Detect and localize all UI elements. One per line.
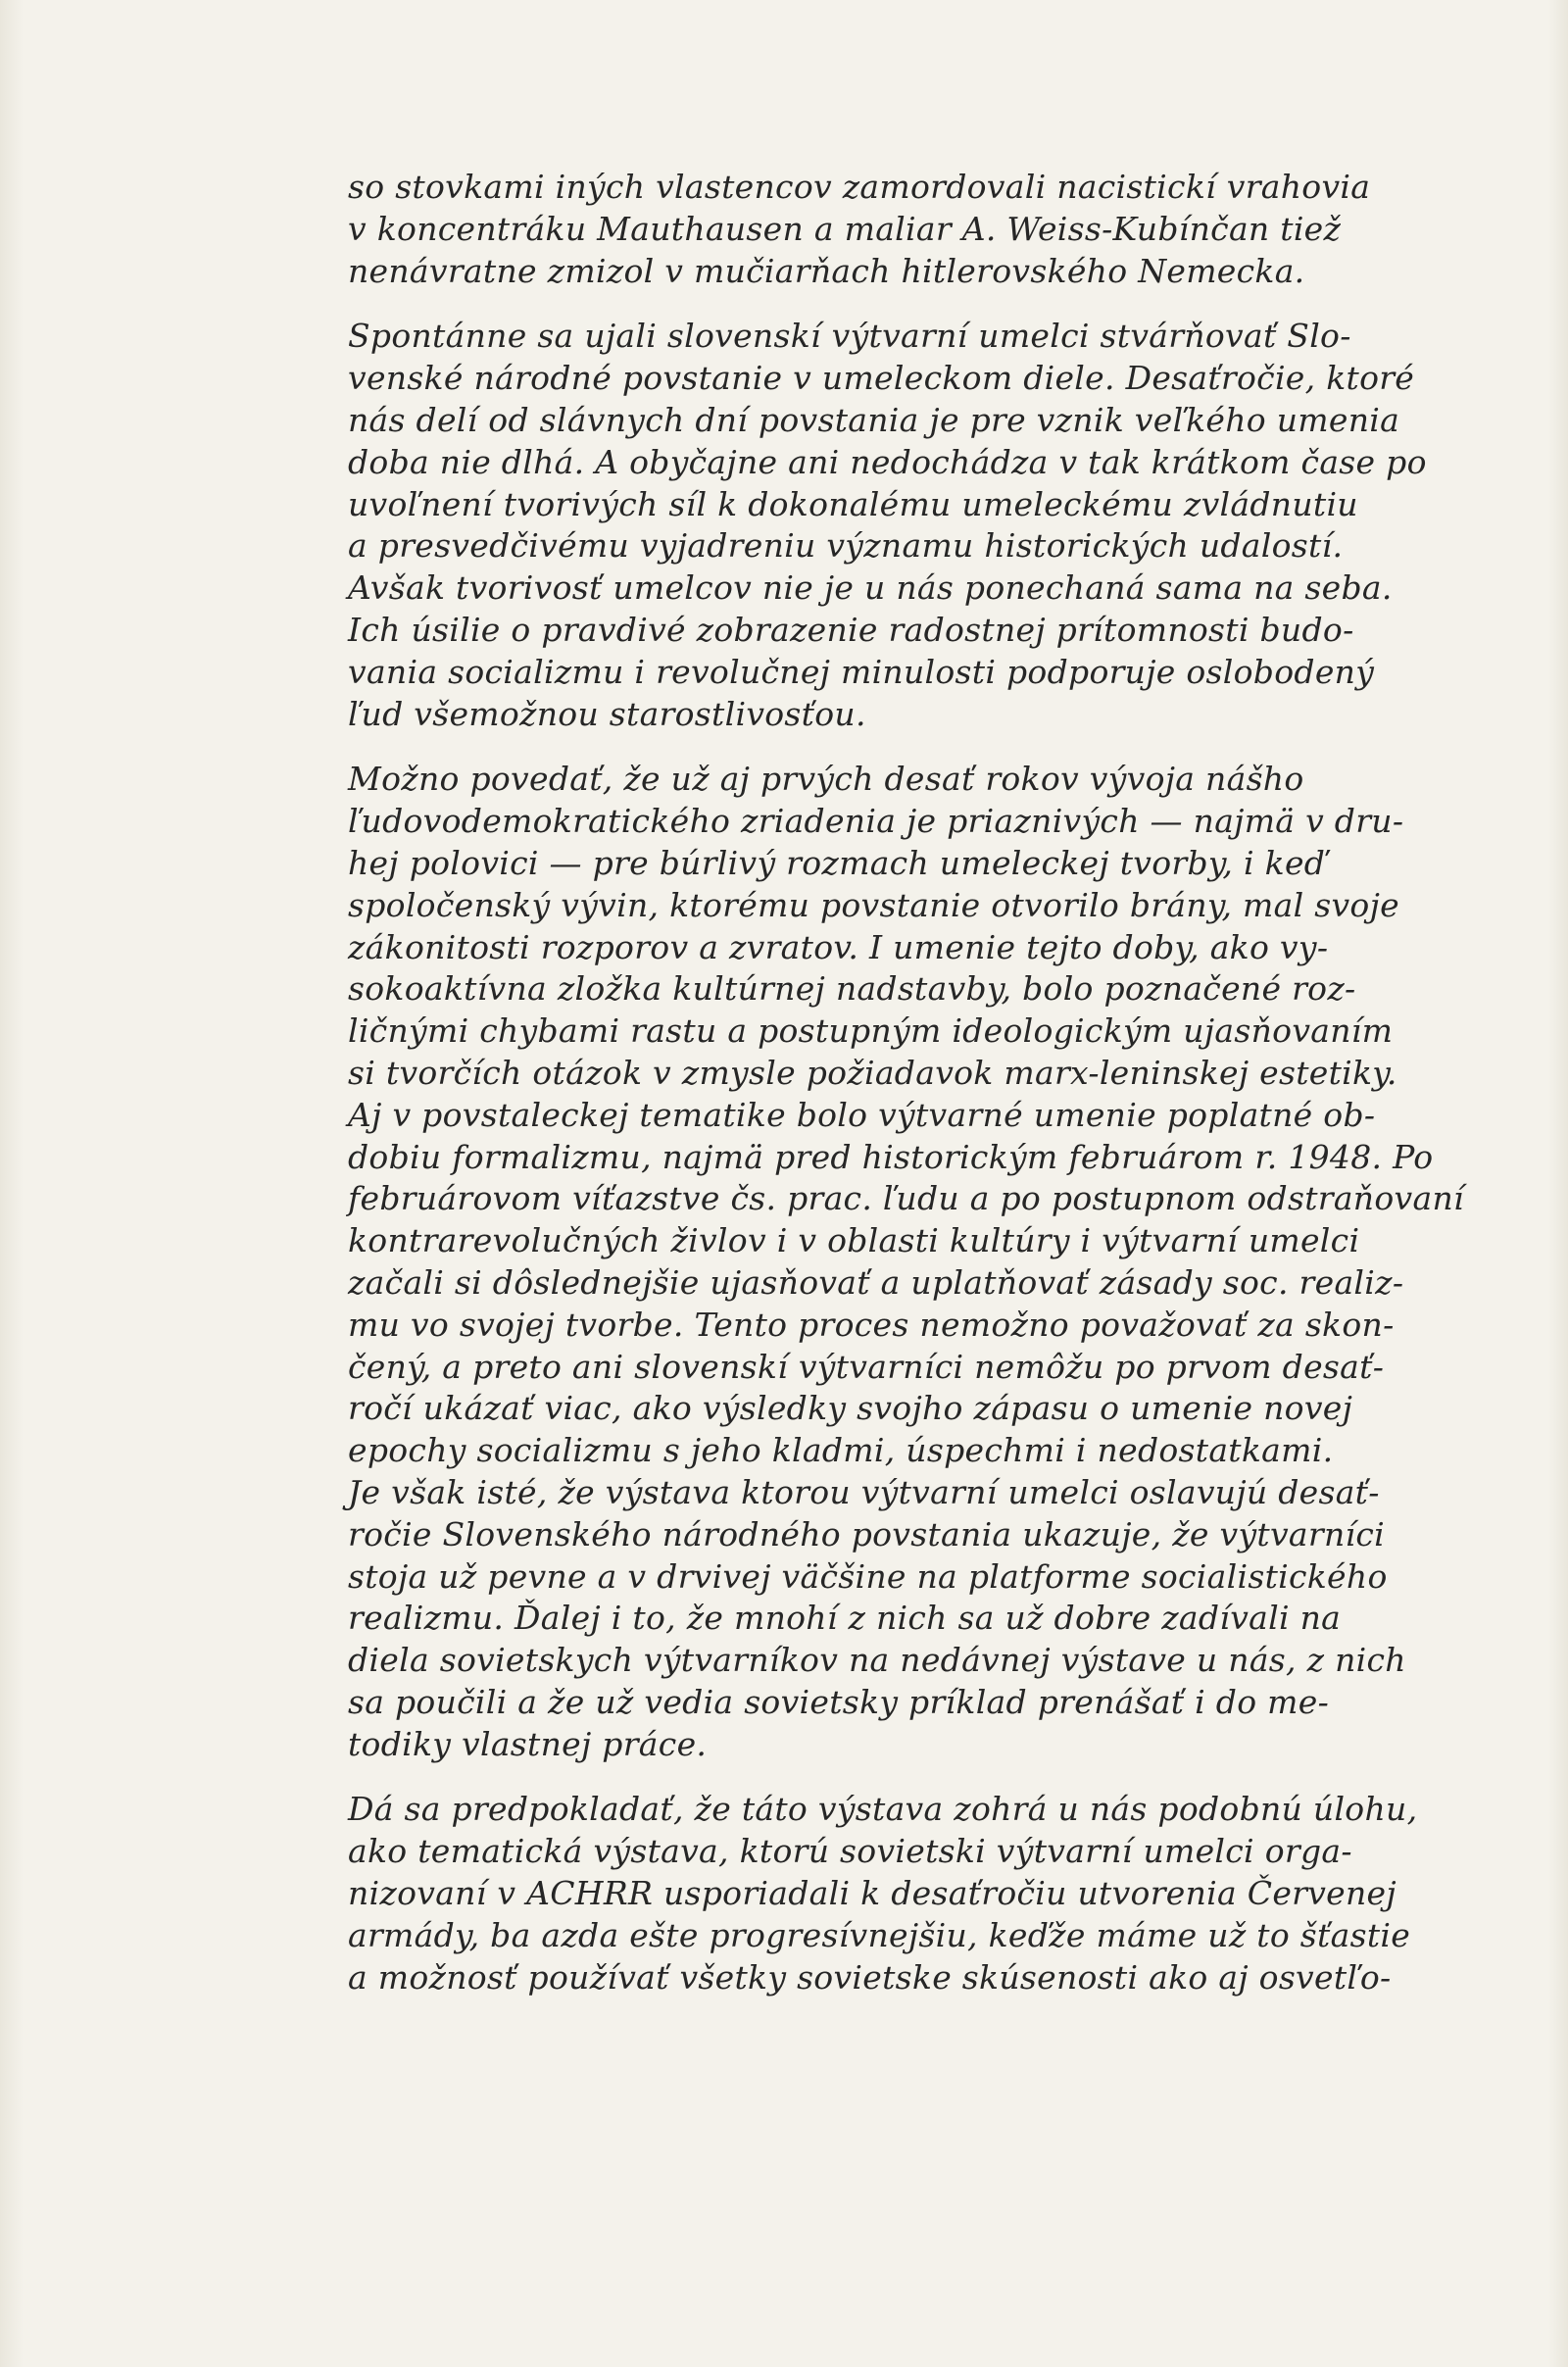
text-line: februárovom víťazstve čs. prac. ľudu a po postupnom odstraňovaní bbox=[348, 1179, 1464, 1218]
text-line: a možnosť používať všetky sovietske skúsenosti ako aj osvetľo- bbox=[348, 1957, 1392, 1997]
text-line: vania socializmu i revolučnej minulosti podporuje oslobodený bbox=[348, 652, 1375, 691]
text-line: Aj v povstaleckej tematike bolo výtvarné umenie poplatné ob- bbox=[348, 1095, 1376, 1134]
text-line: epochy socializmu s jeho kladmi, úspechmi i nedostatkami. bbox=[348, 1431, 1334, 1470]
text-line: nás delí od slávnych dní povstania je pre vznik veľkého umenia bbox=[348, 400, 1400, 439]
paragraph-1 bbox=[348, 167, 1524, 292]
text-line: Spontánne sa ujali slovenskí výtvarní umelci stvárňovať Slo- bbox=[348, 317, 1351, 356]
paragraph-2 bbox=[348, 316, 1524, 735]
text-line: čený, a preto ani slovenskí výtvarníci nemôžu po prvom desať- bbox=[348, 1347, 1385, 1386]
text-line: Ich úsilie o pravdivé zobrazenie radostnej prítomnosti budo- bbox=[348, 610, 1354, 649]
paragraph-3 bbox=[348, 759, 1524, 1765]
text-line: si tvorčích otázok v zmysle požiadavok marx-leninskej estetiky. bbox=[348, 1053, 1397, 1092]
text-line: Dá sa predpokladať, že táto výstava zohrá u nás podobnú úlohu, bbox=[348, 1790, 1418, 1829]
text-line: venské národné povstanie v umeleckom diele. Desaťročie, ktoré bbox=[348, 359, 1415, 398]
text-line: spoločenský vývin, ktorému povstanie otvorilo brány, mal svoje bbox=[348, 885, 1399, 924]
text-line: ľudovodemokratického zriadenia je priaznivých — najmä v dru- bbox=[348, 802, 1404, 841]
text-line: nizovaní v ACHRR usporiadali k desaťročiu utvorenia Červenej bbox=[348, 1874, 1396, 1913]
text-line: stoja už pevne a v drvivej väčšine na platforme socialistického bbox=[348, 1556, 1388, 1596]
paragraph-4 bbox=[348, 1789, 1524, 1998]
text-line: sa poučili a že už vedia sovietsky príklad prenášať i do me- bbox=[348, 1682, 1330, 1721]
text-line: uvoľnení tvorivých síl k dokonalému umeleckému zvládnutiu bbox=[348, 484, 1358, 523]
text-line: mu vo svojej tvorbe. Tento proces nemožno považovať za skon- bbox=[348, 1305, 1395, 1344]
text-line: a presvedčivému vyjadreniu významu historických udalostí. bbox=[348, 526, 1344, 566]
text-line: ličnými chybami rastu a postupným ideologickým ujasňovaním bbox=[348, 1011, 1394, 1051]
text-line: todiky vlastnej práce. bbox=[348, 1724, 708, 1763]
text-line: ročí ukázať viac, ako výsledky svojho zápasu o umenie novej bbox=[348, 1389, 1353, 1428]
text-line: hej polovici — pre búrlivý rozmach umeleckej tvorby, i keď bbox=[348, 843, 1326, 882]
text-line: kontrarevolučných živlov i v oblasti kultúry i výtvarní umelci bbox=[348, 1221, 1360, 1260]
text-line: Možno povedať, že už aj prvých desať rokov vývoja nášho bbox=[348, 760, 1304, 799]
text-line: ľud všemožnou starostlivosťou. bbox=[348, 694, 866, 733]
text-line: ako tematická výstava, ktorú sovietski výtvarní umelci orga- bbox=[348, 1832, 1352, 1871]
text-line: začali si dôslednejšie ujasňovať a uplatňovať zásady soc. realiz- bbox=[348, 1262, 1404, 1302]
text-line: Je však isté, že výstava ktorou výtvarní umelci oslavujú desať- bbox=[348, 1472, 1380, 1511]
text-line: Avšak tvorivosť umelcov nie je u nás ponechaná sama na seba. bbox=[348, 568, 1393, 608]
text-line: realizmu. Ďalej i to, že mnohí z nich sa už dobre zadívali na bbox=[348, 1599, 1342, 1638]
text-line: v koncentráku Mauthausen a maliar A. Weiss-Kubínčan tiež bbox=[348, 209, 1342, 248]
text-line: dobiu formalizmu, najmä pred historickým februárom r. 1948. Po bbox=[348, 1137, 1434, 1176]
text-line: armády, ba azda ešte progresívnejšiu, keďže máme už to šťastie bbox=[348, 1915, 1411, 1954]
text-line: doba nie dlhá. A obyčajne ani nedochádza v tak krátkom čase po bbox=[348, 442, 1427, 481]
text-line: diela sovietskych výtvarníkov na nedávnej výstave u nás, z nich bbox=[348, 1641, 1406, 1680]
text-line: zákonitosti rozporov a zvratov. I umenie tejto doby, ako vy- bbox=[348, 927, 1329, 966]
text-line: ročie Slovenského národného povstania ukazuje, že výtvarníci bbox=[348, 1514, 1385, 1553]
text-line: nenávratne zmizol v mučiarňach hitlerovského Nemecka. bbox=[348, 251, 1305, 290]
body-text bbox=[348, 167, 1524, 2022]
text-line: so stovkami iných vlastencov zamordovali nacistickí vrahovia bbox=[348, 168, 1371, 206]
text-line: sokoaktívna zložka kultúrnej nadstavby, bolo poznačené roz- bbox=[348, 969, 1356, 1009]
